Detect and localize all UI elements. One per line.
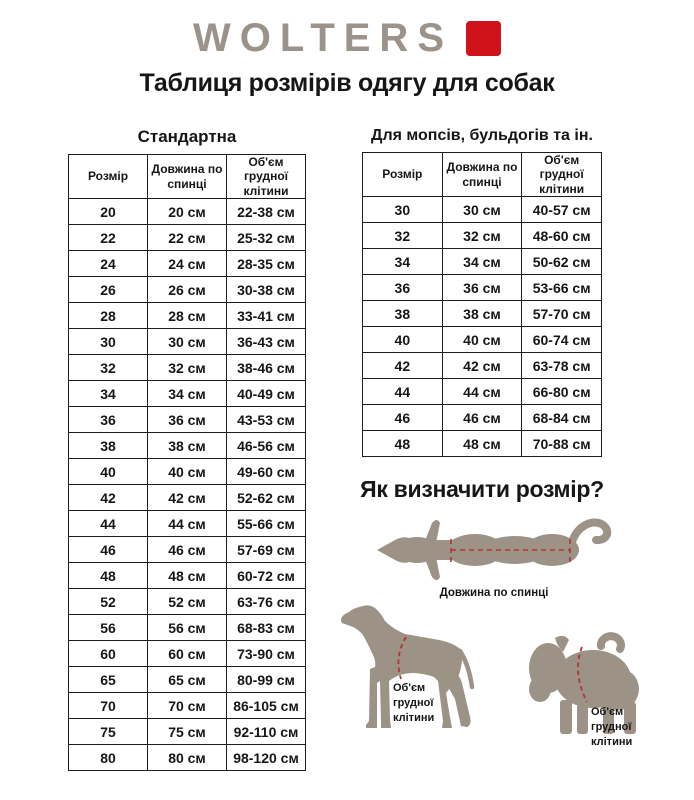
table-cell: 73-90 см [227,641,306,667]
table-cell: 36 см [442,275,522,301]
table-cell: 36 [69,407,148,433]
table-cell: 38 [363,301,443,327]
table-cell: 46-56 см [227,433,306,459]
table-cell: 34 см [442,249,522,275]
table-cell: 57-69 см [227,537,306,563]
table-cell: 24 [69,251,148,277]
table-row [69,719,306,745]
table-header-row [363,153,602,197]
table-cell: 34 [363,249,443,275]
table-cell: 33-41 см [227,303,306,329]
table-row [69,459,306,485]
table-cell: 52-62 см [227,485,306,511]
table-cell: 30 см [148,329,227,355]
table-cell: 80-99 см [227,667,306,693]
back-length-label: Довжина по спинці [439,587,549,599]
brand-logo-red-square-icon [466,21,501,56]
how-to-measure-section [335,470,690,798]
table-cell: 57-70 см [522,301,602,327]
table-cell: 42 см [442,353,522,379]
table-cell: 32 см [442,223,522,249]
table-cell: 80 см [148,745,227,771]
table-cell: 60-72 см [227,563,306,589]
table-cell: 40 [363,327,443,353]
table-row [69,407,306,433]
table-column-header: Об'єм грудної клітини [227,155,306,199]
table-cell: 63-76 см [227,589,306,615]
table-cell: 48 см [442,431,522,457]
table-cell: 40-57 см [522,197,602,223]
table-row [69,485,306,511]
table-row [69,199,306,225]
standard-sizes-section [68,127,306,771]
table-cell: 22 см [148,225,227,251]
table-cell: 75 [69,719,148,745]
table-cell: 36 см [148,407,227,433]
chest-girth-label: Об'єм грудної клітини [393,682,435,724]
table-cell: 75 см [148,719,227,745]
table-cell: 66-80 см [522,379,602,405]
table-cell: 86-105 см [227,693,306,719]
table-row [69,641,306,667]
table-column-header: Розмір [69,155,148,199]
table-cell: 65 [69,667,148,693]
table-column-header: Довжина по спинці [148,155,227,199]
table-cell: 98-120 см [227,745,306,771]
table-cell: 32 [69,355,148,381]
table-row [363,249,602,275]
table-cell: 68-84 см [522,405,602,431]
table-cell: 60 [69,641,148,667]
table-cell: 92-110 см [227,719,306,745]
table-cell: 63-78 см [522,353,602,379]
table-cell: 48 [69,563,148,589]
table-cell: 65 см [148,667,227,693]
table-cell: 30 [69,329,148,355]
table-cell: 28 см [148,303,227,329]
table-cell: 60 см [148,641,227,667]
table-cell: 44 [363,379,443,405]
table-cell: 36 [363,275,443,301]
table-cell: 38 [69,433,148,459]
table-cell: 28-35 см [227,251,306,277]
standard-table-title: Стандартна [137,127,237,146]
table-cell: 30 [363,197,443,223]
table-row [69,511,306,537]
table-cell: 48-60 см [522,223,602,249]
table-cell: 50-62 см [522,249,602,275]
table-cell: 32 см [148,355,227,381]
table-column-header: Довжина по спинці [442,153,522,197]
table-cell: 38 см [148,433,227,459]
table-cell: 44 см [442,379,522,405]
table-header-row [69,155,306,199]
table-row [69,381,306,407]
table-cell: 28 [69,303,148,329]
table-row [69,251,306,277]
table-cell: 53-66 см [522,275,602,301]
table-row [69,277,306,303]
table-cell: 26 [69,277,148,303]
dog-top-view-silhouette-icon [373,514,615,586]
bulldog-table-title: Для мопсів, бульдогів та ін. [371,127,593,144]
table-cell: 46 [69,537,148,563]
page-title: Таблиця розмірів одягу для собак [139,69,555,97]
table-cell: 25-32 см [227,225,306,251]
table-cell: 40 см [442,327,522,353]
table-cell: 46 [363,405,443,431]
bulldog-size-table [362,152,602,457]
table-cell: 34 см [148,381,227,407]
table-cell: 40 см [148,459,227,485]
table-cell: 40-49 см [227,381,306,407]
table-cell: 52 [69,589,148,615]
table-cell: 32 [363,223,443,249]
standard-size-table [68,154,306,771]
table-row [69,589,306,615]
chest-girth-label: Об'єм грудної клітини [591,706,633,748]
table-cell: 70 [69,693,148,719]
table-cell: 36-43 см [227,329,306,355]
table-cell: 44 [69,511,148,537]
bulldog-sizes-section [362,127,602,457]
table-row [363,379,602,405]
table-cell: 38-46 см [227,355,306,381]
table-row [69,303,306,329]
table-cell: 48 см [148,563,227,589]
table-cell: 80 [69,745,148,771]
table-cell: 42 см [148,485,227,511]
table-cell: 52 см [148,589,227,615]
table-row [69,745,306,771]
table-cell: 56 [69,615,148,641]
table-cell: 55-66 см [227,511,306,537]
table-cell: 22 [69,225,148,251]
table-cell: 40 [69,459,148,485]
table-column-header: Розмір [363,153,443,197]
table-row [363,301,602,327]
table-row [69,693,306,719]
brand-logo-text: WOLTERS [192,16,453,60]
table-cell: 42 [363,353,443,379]
table-row [69,433,306,459]
table-row [363,431,602,457]
table-cell: 48 [363,431,443,457]
table-cell: 44 см [148,511,227,537]
table-cell: 60-74 см [522,327,602,353]
table-cell: 43-53 см [227,407,306,433]
table-cell: 38 см [442,301,522,327]
table-cell: 49-60 см [227,459,306,485]
table-row [363,405,602,431]
table-cell: 56 см [148,615,227,641]
table-cell: 24 см [148,251,227,277]
table-row [363,327,602,353]
table-cell: 46 см [148,537,227,563]
table-row [69,537,306,563]
table-cell: 30 см [442,197,522,223]
table-cell: 70 см [148,693,227,719]
table-cell: 22-38 см [227,199,306,225]
table-row [69,225,306,251]
table-row [69,329,306,355]
table-row [363,223,602,249]
table-row [363,353,602,379]
table-cell: 46 см [442,405,522,431]
brand-logo [0,18,694,58]
table-cell: 20 [69,199,148,225]
table-row [363,197,602,223]
table-cell: 68-83 см [227,615,306,641]
table-row [363,275,602,301]
table-cell: 70-88 см [522,431,602,457]
table-cell: 34 [69,381,148,407]
how-to-measure-title: Як визначити розмір? [360,476,604,502]
table-row [69,667,306,693]
table-row [69,563,306,589]
bulldog-curled-tail [601,636,621,649]
dog-top-view-tail [571,523,607,546]
table-row [69,615,306,641]
table-cell: 26 см [148,277,227,303]
table-row [69,355,306,381]
table-column-header: Об'єм грудної клітини [522,153,602,197]
table-cell: 20 см [148,199,227,225]
table-cell: 30-38 см [227,277,306,303]
table-cell: 42 [69,485,148,511]
